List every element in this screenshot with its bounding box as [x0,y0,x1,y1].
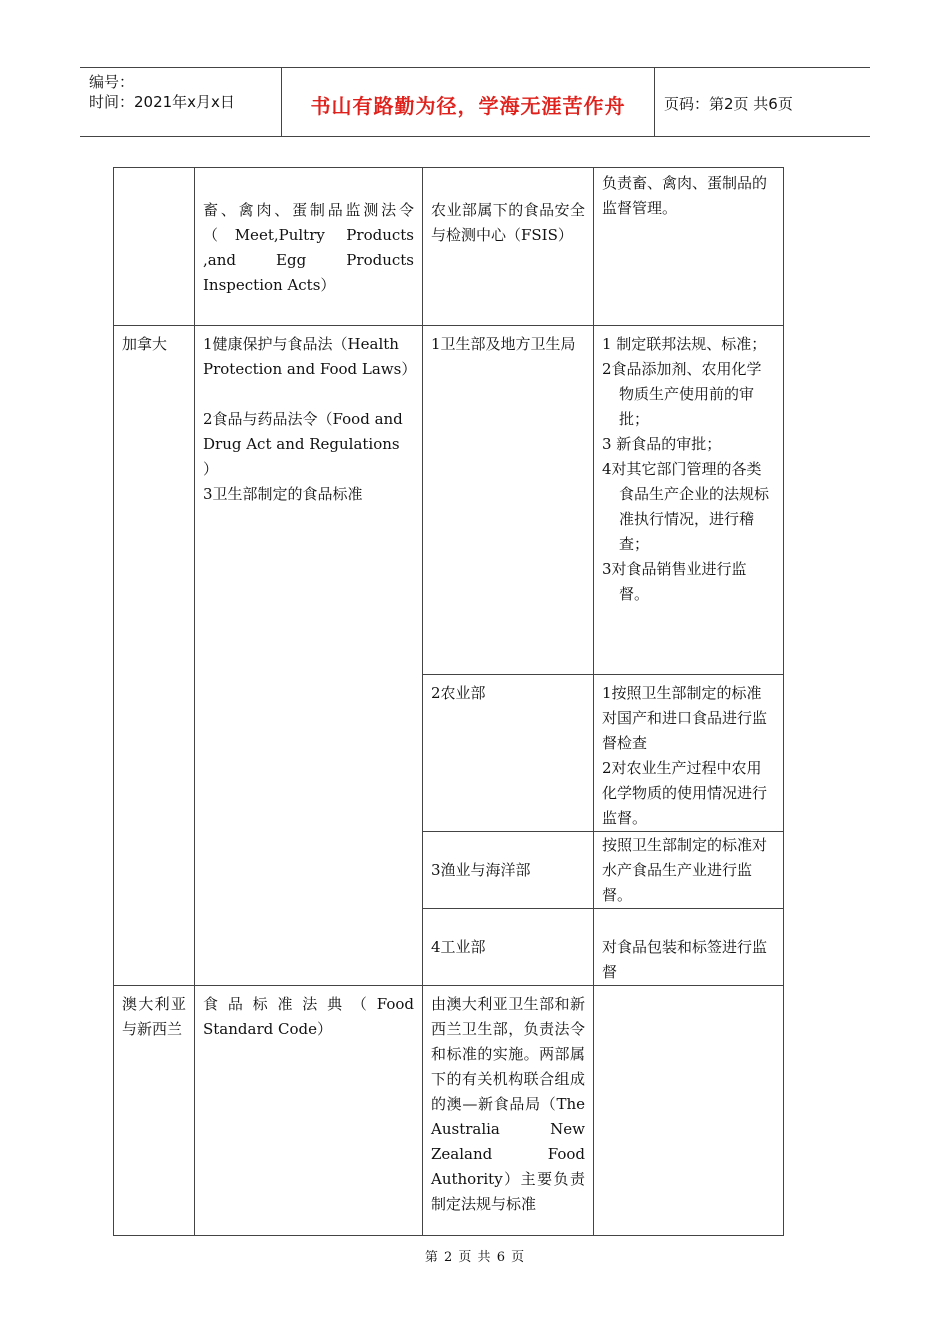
duty-item: 3 新食品的审批； [602,435,722,453]
duty-text: 负责畜、禽肉、蛋制品的监督管理。 [602,174,768,217]
country-text: 澳大利亚与新西兰 [122,995,186,1038]
duty-cell-fisheries [594,832,784,909]
agency-text: 由澳大利亚卫生部和新西兰卫生部，负责法令和标准的实施。两部属下的有关机构联合组成的澳—新食品局（The Australia New Zealand Food Authority）主要负责制定法规与标准 [431,995,585,1213]
agency-health-text: 1卫生部及地方卫生局 [431,335,576,353]
agency-fisheries-text: 3渔业与海洋部 [431,861,531,879]
agency-cell-industry [423,909,594,986]
header-page-code: 页码：第2页 共6页 [664,95,793,113]
duty-cell-agriculture [594,675,784,832]
header-page-cell [655,68,870,136]
law-cell [195,168,423,326]
law-item-1: 1健康保护与食品法（Health Protection and Food Laws） [203,335,417,378]
agency-agriculture-text: 2农业部 [431,684,486,702]
duty-cell [594,168,784,326]
duty-fisheries-text: 按照卫生部制定的标准对水产食品生产业进行监督。 [602,836,768,904]
header-meta-cell [80,68,282,136]
header-motto-cell [282,68,655,136]
law-item-2: 2食品与药品法令（Food and Drug Act and Regulations [203,410,403,453]
agency-text: 农业部属下的食品安全与检测中心（FSIS） [431,201,585,244]
country-cell-australia-nz [114,986,195,1236]
agency-cell-australia-nz [423,986,594,1236]
duty-cell-industry [594,909,784,986]
document-date-label: 时间：2021年x月x日 [89,93,235,111]
page-header [80,67,870,137]
duty-item: 4对其它部门管理的各类食品生产企业的法规标准执行情况，进行稽查； [602,460,770,553]
duty-industry-text: 对食品包装和标签进行监督 [602,938,768,981]
table-row-canada [114,326,784,675]
country-cell [114,168,195,326]
duty-cell-australia-nz [594,986,784,1236]
table-row-australia-nz [114,986,784,1236]
agency-industry-text: 4工业部 [431,938,486,956]
duty-cell-health [594,326,784,675]
page-footer: 第 2 页 共 6 页 [424,1250,526,1265]
law-item-3: 3卫生部制定的食品标准 [203,485,363,503]
agency-cell-agriculture [423,675,594,832]
agency-cell-health [423,326,594,675]
country-cell-canada: 加拿大 [114,326,195,986]
duty-item: 1 制定联邦法规、标准； [602,335,767,353]
law-cell-australia-nz [195,986,423,1236]
duty-item: 3对食品销售业进行监督。 [602,560,747,603]
header-motto: 书山有路勤为径，学海无涯苦作舟 [310,94,626,118]
food-regulation-table [113,167,784,1236]
law-cell-canada [195,326,423,986]
agency-cell-fisheries [423,832,594,909]
document-number-label: 编号： [89,73,135,91]
table-row-usa [114,168,784,326]
law-text: 食品标准法典（Food Standard Code） [203,995,414,1038]
duty-item: 1按照卫生部制定的标准对国产和进口食品进行监督检查 [602,684,768,752]
duty-item: 2对农业生产过程中农用化学物质的使用情况进行监督。 [602,759,768,827]
duty-item: 2食品添加剂、农用化学物质生产使用前的审批； [602,360,762,428]
agency-cell [423,168,594,326]
law-item-2-close: ） [203,460,219,478]
law-text: 畜、禽肉、蛋制品监测法令（Meet,Pultry Products ,and Egg Products Inspection Acts） [203,201,414,294]
